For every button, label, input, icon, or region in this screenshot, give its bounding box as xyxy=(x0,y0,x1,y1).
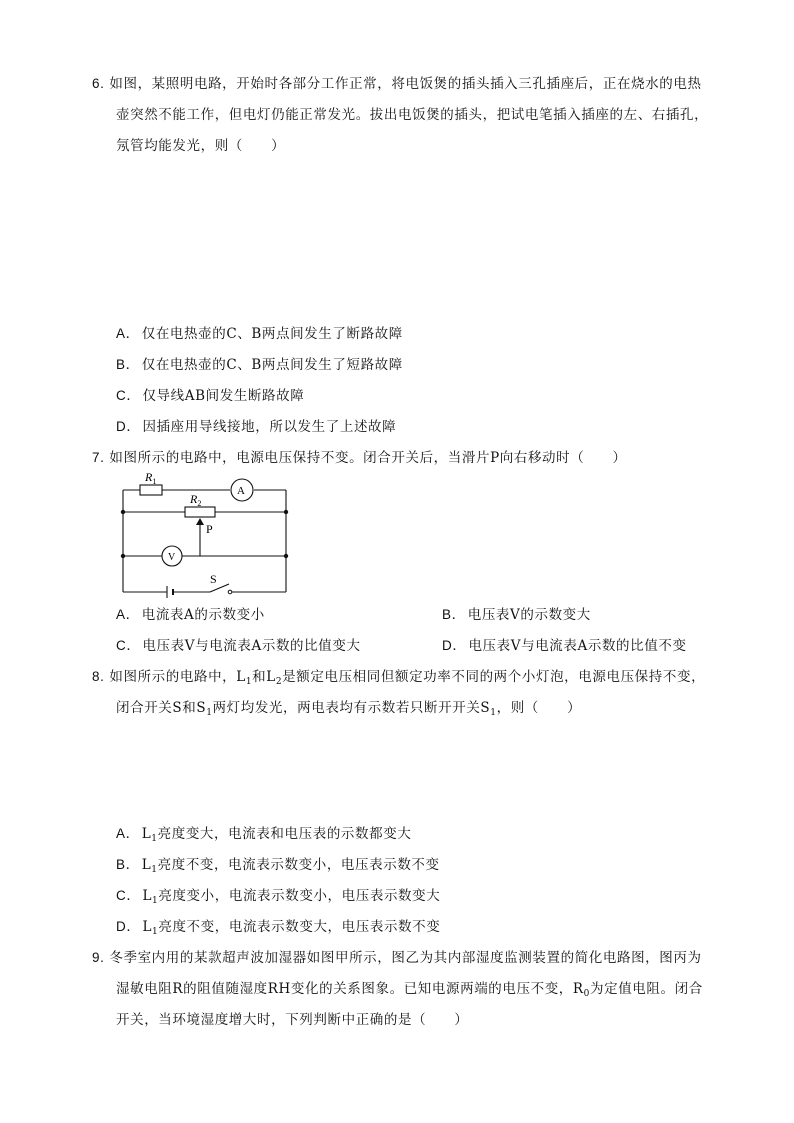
q7-number: 7. xyxy=(92,450,105,465)
q9-line-1 xyxy=(92,949,702,967)
q9-stem-3: 开关，当环境湿度增大时，下列判断中正确的是（ ） xyxy=(116,1012,469,1028)
q6-line-1 xyxy=(92,75,702,93)
q6-option-d[interactable]: D． 因插座用导线接地，所以发生了上述故障 xyxy=(116,419,397,435)
junction-dot xyxy=(121,554,125,558)
q8-option-b[interactable]: B． $L_1$亮度不变，电流表示数变小，电压表示数不变 xyxy=(116,857,440,875)
q8-option-a[interactable]: A． $L_1$亮度变大，电流表和电压表的示数都变大 xyxy=(116,826,412,844)
q8-line-1: 8. 如图所示的电路中，$L_1$和$L_2$是额定电压相同但额定功率不同的两个小灯泡，电源电压保持不变， xyxy=(92,669,706,687)
switch-label: S xyxy=(210,572,217,586)
q7-option-a[interactable]: A． 电流表A的示数变小 xyxy=(116,607,265,623)
q6-stem-2: 壶突然不能工作，但电灯仍能正常发光。拔出电饭煲的插头，把试电笔插入插座的左、右插孔， xyxy=(116,107,709,123)
ammeter-label: A xyxy=(237,485,245,497)
switch-contact xyxy=(228,590,232,594)
q9-number: 9. xyxy=(92,950,105,965)
q6-stem-1: 如图，某照明电路，开始时各部分工作正常，将电饭煲的插头插入三孔插座后，正在烧水的电热 xyxy=(109,76,702,92)
q7-circuit-diagram xyxy=(110,470,300,600)
resistor-r1 xyxy=(140,485,162,495)
r2-label: $R_2$ xyxy=(190,492,202,508)
q7-option-c[interactable]: C． 电压表V与电流表A示数的比值变大 xyxy=(116,638,361,654)
q7-stem-1: 如图所示的电路中，电源电压保持不变。闭合开关后，当滑片P向右移动时（ ） xyxy=(109,450,627,466)
slider-label: P xyxy=(206,522,213,536)
junction-dot xyxy=(284,510,288,514)
q6-number: 6. xyxy=(92,76,105,91)
q7-line-1 xyxy=(92,449,627,467)
junction-dot xyxy=(284,554,288,558)
resistor-r2 xyxy=(185,507,215,517)
q7-option-b[interactable]: B． 电压表V的示数变大 xyxy=(442,607,591,623)
q6-option-b[interactable]: B． 仅在电热壶的C、B两点间发生了短路故障 xyxy=(116,357,403,373)
slider-arrow xyxy=(196,518,204,525)
q9-line-2: 湿敏电阻R的阻值随湿度RH变化的关系图象。已知电源两端的电压不变，$R_0$为定值电阻。闭合 xyxy=(116,981,703,999)
q8-line-2: 闭合开关S和$S_1$两灯均发光，两电表均有示数若只断开开关$S_1$，则（ ） xyxy=(116,700,582,718)
q6-option-a[interactable]: A． 仅在电热壶的C、B两点间发生了断路故障 xyxy=(116,326,403,342)
q8-option-d[interactable]: D． $L_1$亮度不变，电流表示数变大，电压表示数不变 xyxy=(116,919,441,937)
q6-stem-3: 氖管均能发光，则（ ） xyxy=(116,138,286,154)
q9-stem-1: 冬季室内用的某款超声波加湿器如图甲所示，图乙为其内部湿度监测装置的简化电路图，图丙为 xyxy=(109,950,702,966)
q8-number: 8. xyxy=(92,669,105,684)
q7-option-d[interactable]: D． 电压表V与电流表A示数的比值不变 xyxy=(442,638,687,654)
junction-dot xyxy=(121,510,125,514)
r1-label: $R_1$ xyxy=(145,470,157,486)
q6-option-c[interactable]: C． 仅导线AB间发生断路故障 xyxy=(116,388,305,404)
voltmeter-label: V xyxy=(168,552,176,563)
q8-option-c[interactable]: C． $L_1$亮度变小，电流表示数变小，电压表示数变大 xyxy=(116,888,441,906)
